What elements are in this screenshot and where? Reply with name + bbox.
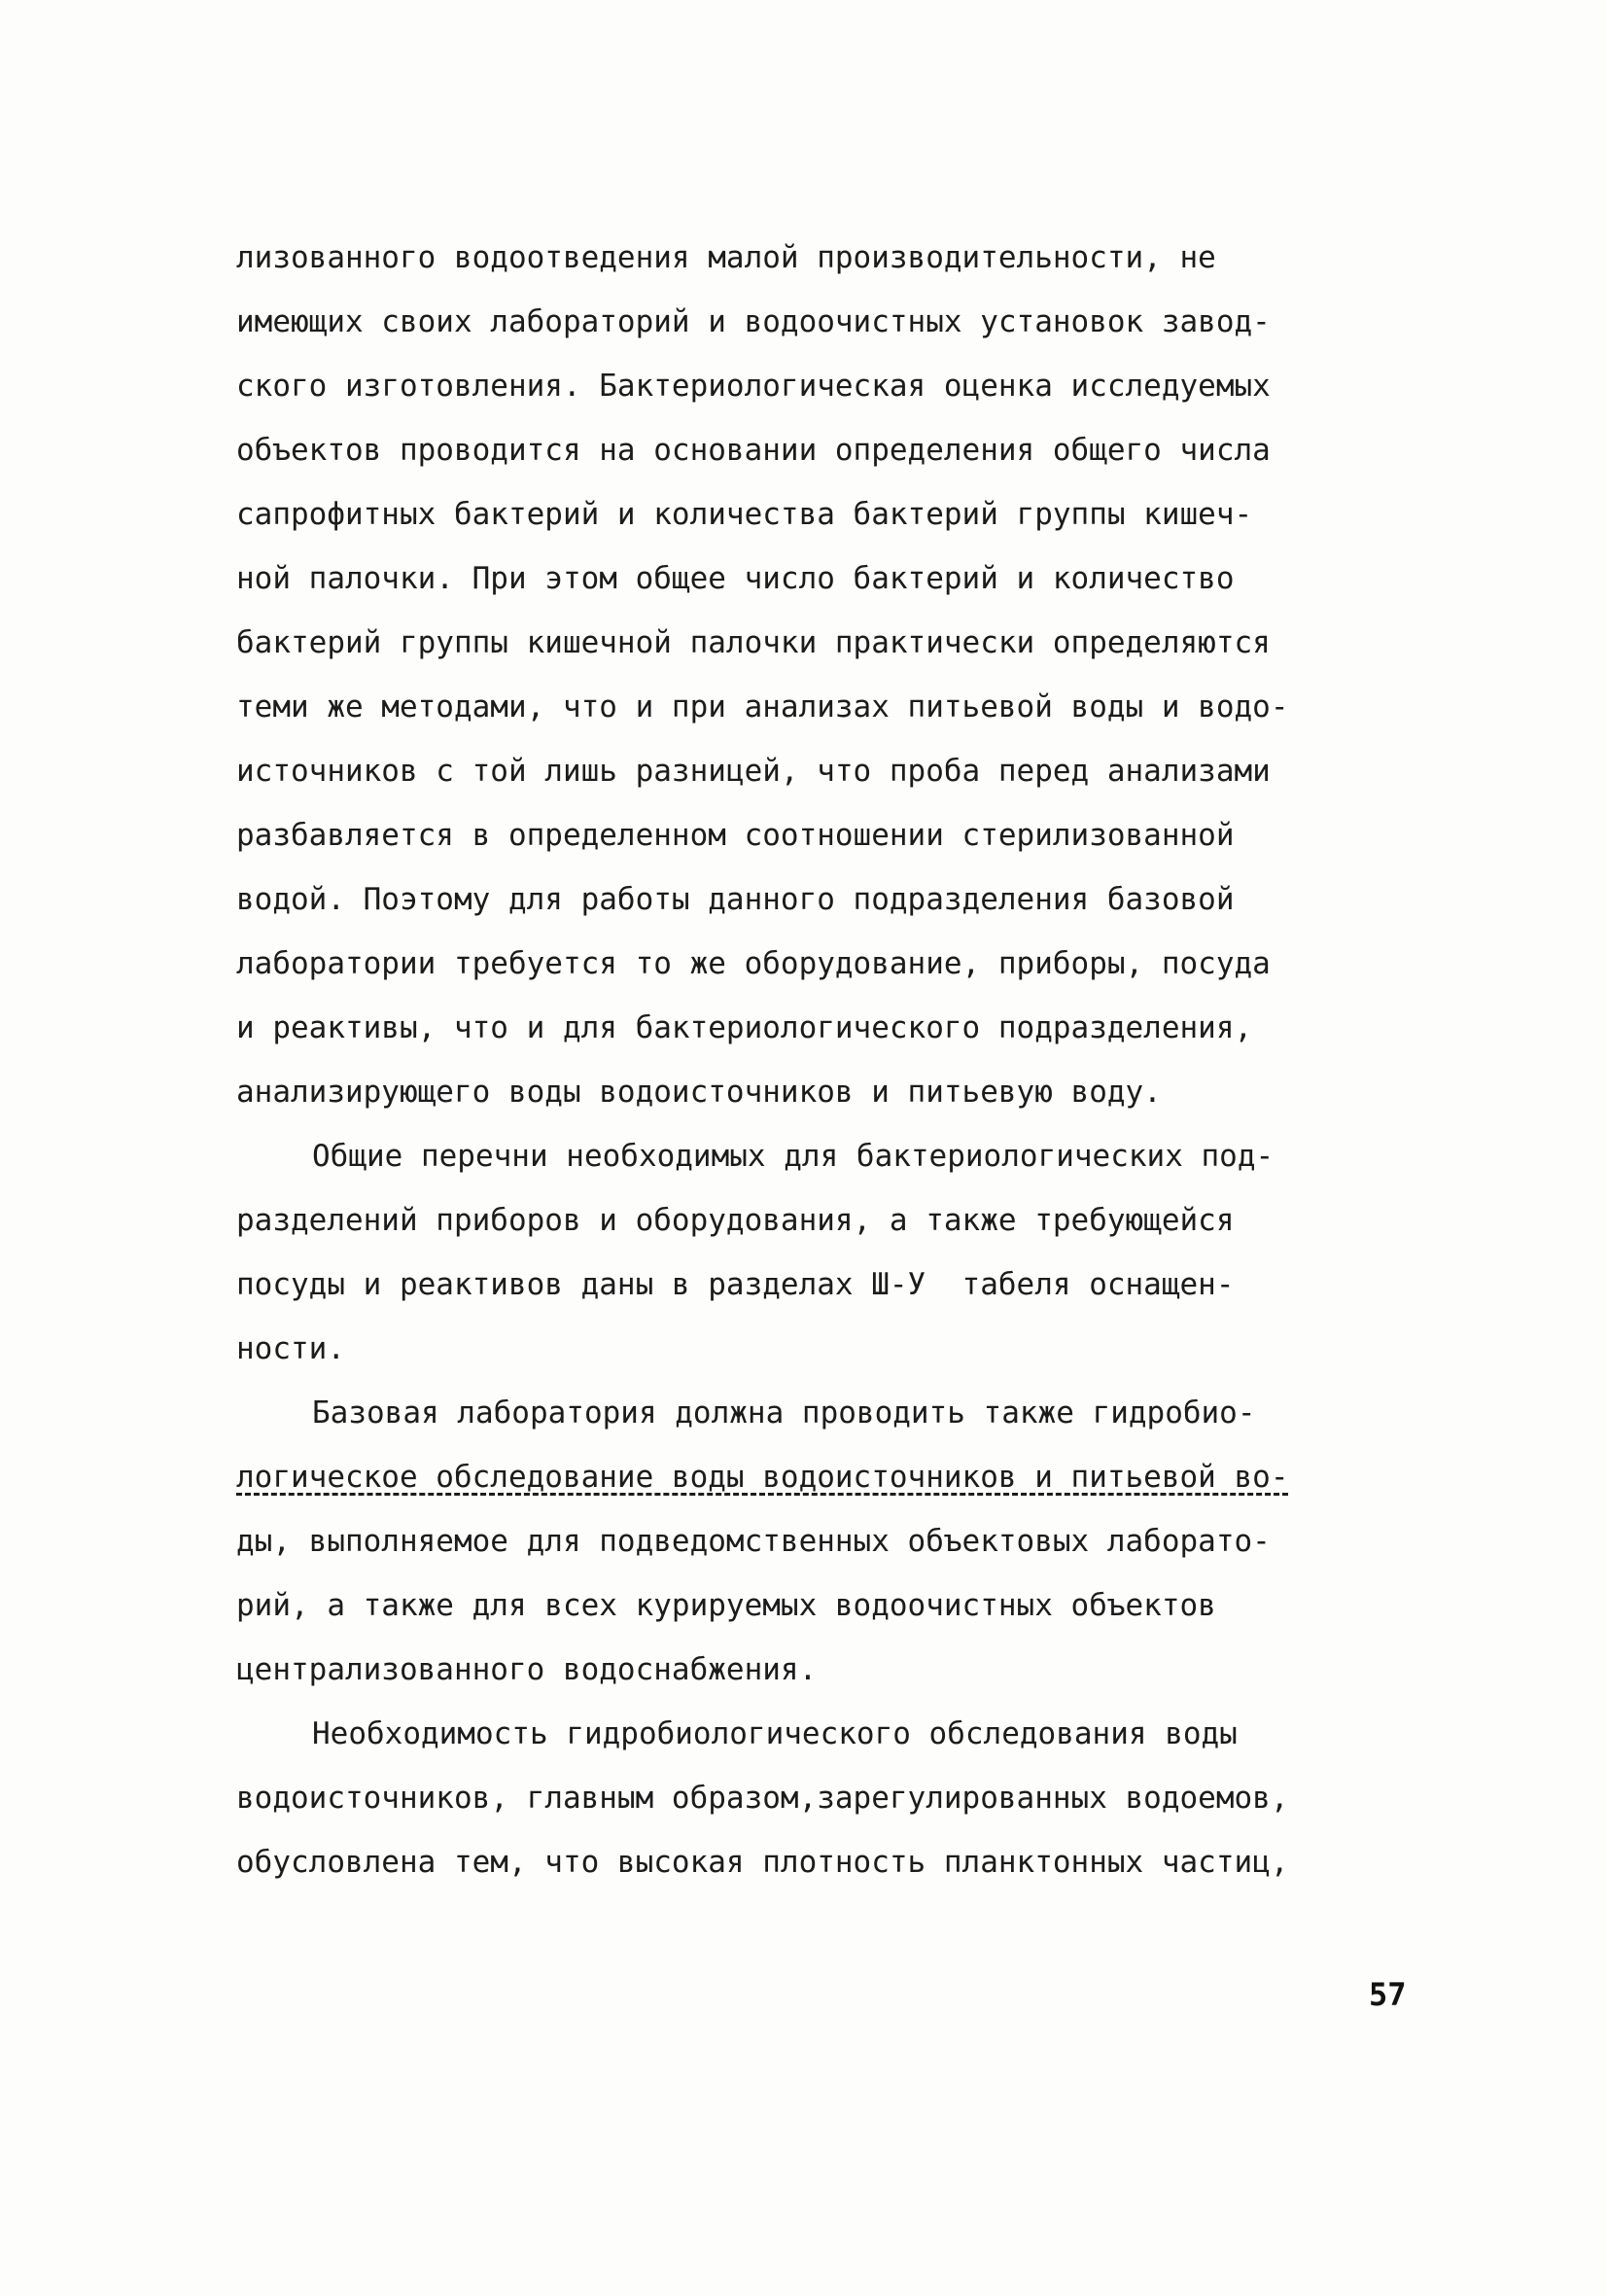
text-line: анализирующего воды водоисточников и питьевую воду. bbox=[236, 1075, 1162, 1110]
text-line: лаборатории требуется то же оборудование, приборы, посуда bbox=[236, 946, 1271, 981]
body-text bbox=[236, 226, 1422, 1894]
text-line: ского изготовления. Бактериологическая оценка исследуемых bbox=[236, 369, 1271, 404]
text-line: объектов проводится на основании определения общего числа bbox=[236, 433, 1271, 468]
text-line: ды, выполняемое для подведомственных объектовых лаборато- bbox=[236, 1524, 1271, 1559]
text-line-underlined: логическое обследование воды водоисточников и питьевой во- bbox=[236, 1460, 1289, 1495]
text-line: посуды и реактивов даны в разделах Ш-У табеля оснащен- bbox=[236, 1267, 1235, 1302]
text-line: сапрофитных бактерий и количества бактерий группы кишеч- bbox=[236, 497, 1253, 532]
text-line: бактерий группы кишечной палочки практически определяются bbox=[236, 625, 1271, 660]
text-line: и реактивы, что и для бактериологического подразделения, bbox=[236, 1010, 1253, 1045]
page-number: 57 bbox=[1369, 1976, 1407, 2013]
text-line: водоисточников, главным образом,зарегулированных водоемов, bbox=[236, 1781, 1289, 1816]
text-line: ной палочки. При этом общее число бактерий и количество bbox=[236, 561, 1235, 596]
text-line: разбавляется в определенном соотношении стерилизованной bbox=[236, 818, 1235, 853]
text-line: Необходимость гидробиологического обследования воды bbox=[312, 1716, 1238, 1751]
text-line: теми же методами, что и при анализах питьевой воды и водо- bbox=[236, 689, 1289, 724]
text-line: водой. Поэтому для работы данного подразделения базовой bbox=[236, 882, 1235, 917]
text-line: разделений приборов и оборудования, а также требующейся bbox=[236, 1203, 1235, 1238]
text-line: имеющих своих лабораторий и водоочистных установок завод- bbox=[236, 304, 1271, 339]
text-line: ности. bbox=[236, 1331, 345, 1366]
text-line: рий, а также для всех курируемых водоочистных объектов bbox=[236, 1588, 1216, 1623]
text-line: Базовая лаборатория должна проводить также гидробио- bbox=[312, 1395, 1256, 1431]
text-line: Общие перечни необходимых для бактериологических под- bbox=[312, 1139, 1275, 1174]
paragraph-4 bbox=[236, 1702, 1422, 1894]
text-line: источников с той лишь разницей, что проба перед анализами bbox=[236, 754, 1271, 789]
paragraph-2 bbox=[236, 1124, 1422, 1381]
paragraph-3 bbox=[236, 1381, 1422, 1702]
text-line: обусловлена тем, что высокая плотность планктонных частиц, bbox=[236, 1845, 1289, 1880]
paragraph-1 bbox=[236, 226, 1422, 1124]
text-line: централизованного водоснабжения. bbox=[236, 1652, 818, 1687]
text-line: лизованного водоотведения малой производительности, не bbox=[236, 240, 1216, 275]
